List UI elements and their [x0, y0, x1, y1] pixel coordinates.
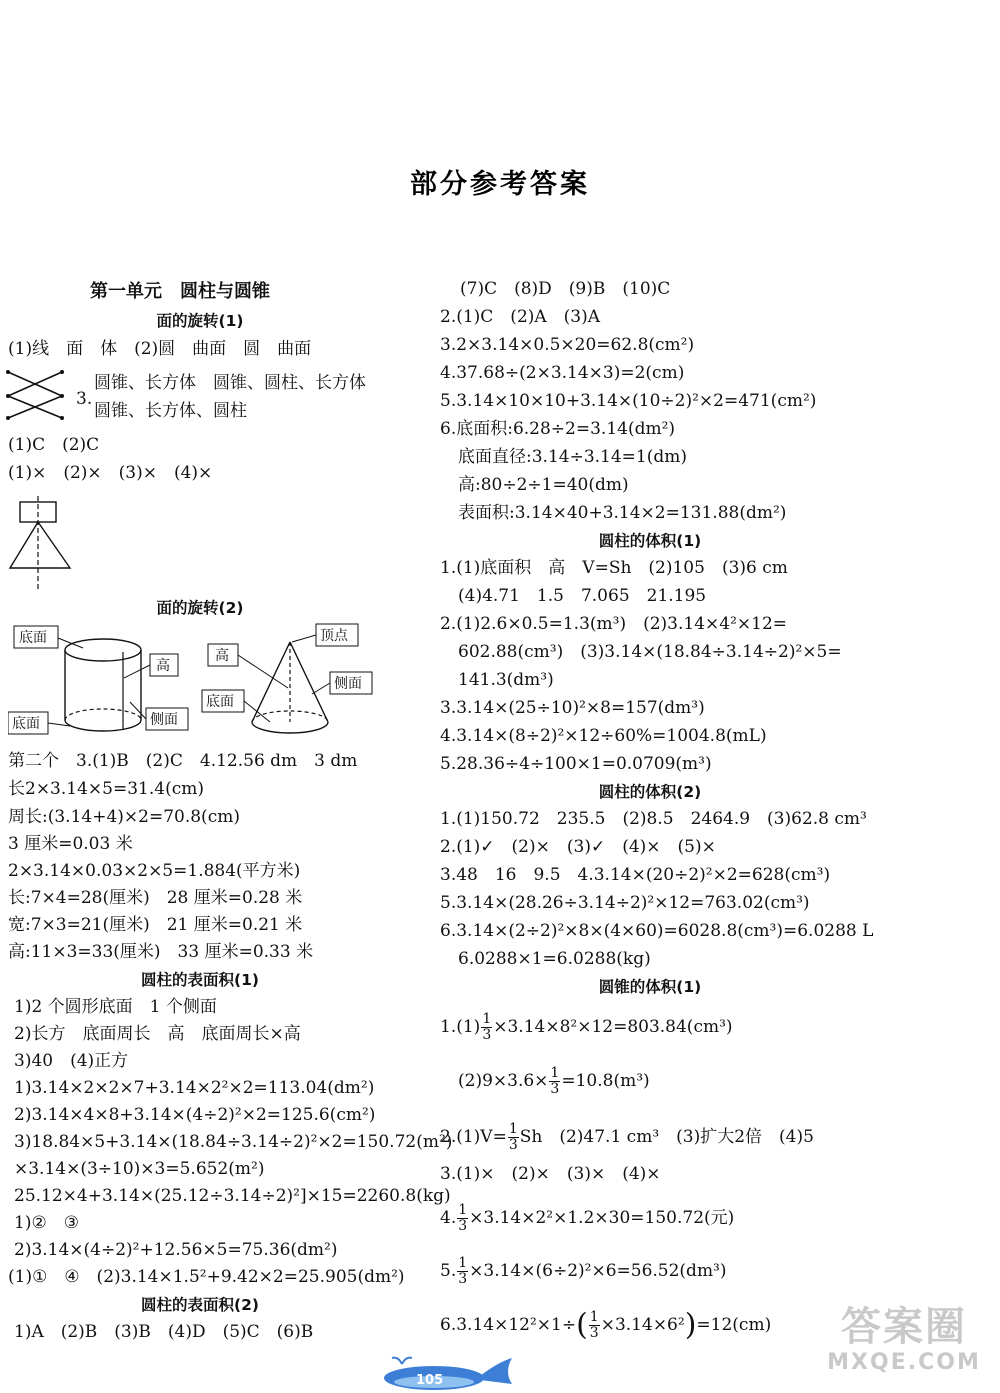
fraction-denominator: 3	[458, 1218, 468, 1234]
figure-label: 高	[156, 658, 170, 674]
answer-text: ×3.14×8²×12=803.84(cm³)	[493, 1017, 733, 1037]
answer-text: ×3.14×6²	[600, 1315, 685, 1335]
answer-line: 2.(1)2.6×0.5=1.3(m³) (2)3.14×4²×12=	[440, 614, 788, 634]
answer-line: 圆锥、长方体、圆柱	[94, 401, 247, 421]
answer-text: 2.(1)V=	[440, 1127, 507, 1147]
unit-title: 第一单元 圆柱与圆锥	[90, 281, 270, 302]
answer-line: 4.3.14×(8÷2)²×12÷60%=1004.8(mL)	[440, 726, 767, 746]
fraction-numerator: 1	[458, 1255, 468, 1271]
answer-text: ×3.14×(6÷2)²×6=56.52(dm³)	[469, 1261, 727, 1281]
fraction-numerator: 1	[589, 1309, 599, 1325]
figure-label: 侧面	[334, 676, 362, 692]
answer-line: 4.37.68÷(2×3.14×3)=2(cm)	[440, 363, 685, 383]
answer-line: 6.底面积:6.28÷2=3.14(dm²)	[440, 419, 676, 439]
answer-line: 3.(1)× (2)× (3)× (4)×	[440, 1164, 661, 1184]
answer-line: 3)18.84×5+3.14×(18.84÷3.14÷2)²×2=150.72(m²)	[14, 1132, 453, 1152]
answer-text: =10.8(m³)	[561, 1071, 650, 1091]
matching-lines-figure	[4, 366, 68, 422]
answer-line: 25.12×4+3.14×(25.12÷3.14÷2)²]×15=2260.8(kg)	[14, 1186, 451, 1206]
fraction-denominator: 3	[589, 1325, 599, 1341]
right-paren: )	[684, 1307, 697, 1343]
fraction-one-third	[589, 1310, 600, 1341]
answer-line: 底面直径:3.14÷3.14=1(dm)	[458, 447, 688, 467]
answer-line: 2.(1)✓ (2)× (3)✓ (4)× (5)×	[440, 837, 716, 857]
fraction-one-third	[457, 1256, 468, 1287]
answer-line: 长:7×4=28(厘米) 28 厘米=0.28 米	[8, 888, 303, 908]
answer-line: 3 厘米=0.03 米	[8, 834, 133, 854]
answer-line	[458, 1066, 650, 1097]
answer-line: (4)4.71 1.5 7.065 21.195	[458, 586, 707, 606]
answer-text: =12(cm)	[696, 1315, 772, 1335]
answer-text: 6.3.14×12²×1÷	[440, 1315, 577, 1335]
fraction-numerator: 1	[458, 1202, 468, 1218]
fraction-one-third	[481, 1012, 492, 1043]
answer-line	[440, 1203, 734, 1234]
figure-label: 底面	[12, 716, 40, 732]
answer-text: 4.	[440, 1208, 457, 1228]
answer-line: 3)40 (4)正方	[14, 1051, 129, 1071]
cylinder-cone-figure	[8, 622, 378, 744]
answer-line: 6.3.14×(2÷2)²×8×(4×60)=6028.8(cm³)=6.0288 L	[440, 921, 874, 941]
answer-text: 5.	[440, 1261, 457, 1281]
answer-line	[440, 1307, 772, 1343]
answer-text: (2)9×3.6×	[458, 1071, 549, 1091]
answer-line: 5.3.14×(28.26÷3.14÷2)²×12=763.02(cm³)	[440, 893, 810, 913]
fraction-denominator: 3	[482, 1027, 492, 1043]
answer-line: 3.3.14×(25÷10)²×8=157(dm³)	[440, 698, 705, 718]
fraction-numerator: 1	[550, 1065, 560, 1081]
answer-text: Sh (2)47.1 cm³ (3)扩大2倍 (4)5	[519, 1127, 814, 1147]
fraction-numerator: 1	[508, 1121, 518, 1137]
answer-line	[440, 1122, 814, 1153]
figure-label: 高	[215, 648, 229, 664]
answer-line: 2)3.14×4×8+3.14×(4÷2)²×2=125.6(cm²)	[14, 1105, 376, 1125]
answer-line: 2.(1)C (2)A (3)A	[440, 307, 601, 327]
answer-line: 3.48 16 9.5 4.3.14×(20÷2)²×2=628(cm³)	[440, 865, 831, 885]
answer-line: 1)A (2)B (3)B (4)D (5)C (6)B	[14, 1322, 314, 1342]
answer-line: 长2×3.14×5=31.4(cm)	[8, 779, 204, 799]
answer-line: 高:11×3=33(厘米) 33 厘米=0.33 米	[8, 942, 314, 962]
answer-line: 3.2×3.14×0.5×20=62.8(cm²)	[440, 335, 695, 355]
fraction-one-third	[457, 1203, 468, 1234]
figure-label: 底面	[206, 694, 234, 710]
answer-line: (1)线 面 体 (2)圆 曲面 圆 曲面	[8, 339, 312, 359]
answer-line: 宽:7×3=21(厘米) 21 厘米=0.21 米	[8, 915, 303, 935]
watermark	[814, 1304, 994, 1375]
answer-line: 5.28.36÷4÷100×1=0.0709(m³)	[440, 754, 712, 774]
left-paren: (	[576, 1307, 588, 1343]
answer-line: 602.88(cm³) (3)3.14×(18.84÷3.14÷2)²×5=	[458, 642, 842, 662]
answer-line: 1.(1)底面积 高 V=Sh (2)105 (3)6 cm	[440, 558, 788, 578]
answer-line: (1)× (2)× (3)× (4)×	[8, 463, 213, 483]
answer-line: 141.3(dm³)	[458, 670, 554, 690]
fraction-denominator: 3	[458, 1271, 468, 1287]
answer-line: (7)C (8)D (9)B (10)C	[460, 279, 671, 299]
answer-line: 5.3.14×10×10+3.14×(10÷2)²×2=471(cm²)	[440, 391, 817, 411]
section-heading: 圆柱的表面积(1)	[141, 971, 259, 989]
answer-line: 1)② ③	[14, 1213, 79, 1233]
answer-line: 周长:(3.14+4)×2=70.8(cm)	[8, 807, 240, 827]
answer-line: ×3.14×(3÷10)×3=5.652(m²)	[14, 1159, 265, 1179]
answer-line: 2)3.14×(4÷2)²+12.56×5=75.36(dm²)	[14, 1240, 338, 1260]
answer-line: (1)C (2)C	[8, 435, 100, 455]
answer-line: 2)长方 底面周长 高 底面周长×高	[14, 1024, 301, 1044]
question-number: 3.	[76, 389, 93, 409]
page-number: 105	[416, 1373, 444, 1388]
answer-line: 1)3.14×2×2×7+3.14×2²×2=113.04(dm²)	[14, 1078, 375, 1098]
answer-line: 6.0288×1=6.0288(kg)	[458, 949, 651, 969]
fraction-numerator: 1	[482, 1011, 492, 1027]
watermark-url: MXQE.COM	[827, 1350, 981, 1375]
figure-label: 底面	[19, 630, 47, 646]
answer-line: 2×3.14×0.03×2×5=1.884(平方米)	[8, 861, 301, 881]
watermark-text: 答案圈	[841, 1304, 967, 1350]
answer-text: 1.(1)	[440, 1017, 481, 1037]
section-heading: 面的旋转(1)	[156, 312, 244, 330]
fraction-one-third	[549, 1066, 560, 1097]
answer-line: 1)2 个圆形底面 1 个侧面	[14, 997, 217, 1017]
answer-line: 高:80÷2÷1=40(dm)	[458, 475, 629, 495]
page-title: 部分参考答案	[410, 169, 590, 200]
section-heading: 圆柱的表面积(2)	[141, 1296, 259, 1314]
rotation-axis-figure	[6, 494, 78, 592]
answer-text: ×3.14×2²×1.2×30=150.72(元)	[469, 1208, 735, 1228]
answer-line: 第二个 3.(1)B (2)C 4.12.56 dm 3 dm	[8, 751, 358, 771]
section-heading: 圆柱的体积(2)	[598, 783, 702, 801]
answer-line	[440, 1012, 733, 1043]
fraction-one-third	[508, 1122, 519, 1153]
answer-line: 1.(1)150.72 235.5 (2)8.5 2464.9 (3)62.8 cm³	[440, 809, 867, 829]
answer-line	[440, 1256, 727, 1287]
figure-label: 顶点	[320, 628, 348, 644]
section-heading: 面的旋转(2)	[156, 599, 244, 617]
fraction-denominator: 3	[550, 1081, 560, 1097]
section-heading: 圆柱的体积(1)	[598, 532, 702, 550]
answer-line: 圆锥、长方体 圆锥、圆柱、长方体	[94, 373, 366, 393]
figure-label: 侧面	[150, 712, 178, 728]
answer-line: 表面积:3.14×40+3.14×2=131.88(dm²)	[458, 503, 787, 523]
fraction-denominator: 3	[508, 1137, 518, 1153]
section-heading: 圆锥的体积(1)	[598, 978, 702, 996]
answer-line: (1)① ④ (2)3.14×1.5²+9.42×2=25.905(dm²)	[8, 1267, 405, 1287]
whale-page-badge	[372, 1352, 522, 1392]
